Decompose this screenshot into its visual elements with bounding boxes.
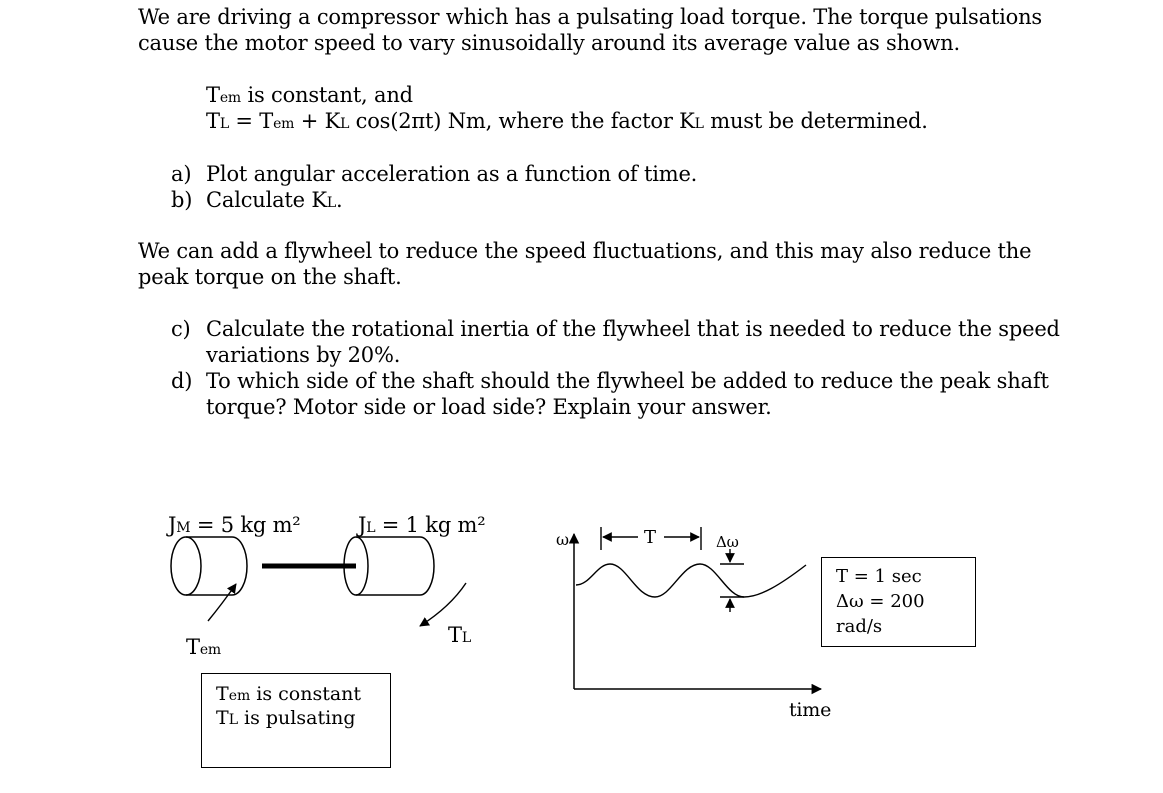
delta-omega-marker [720,549,744,612]
question-c-line-2: variations by 20%. [206,343,401,367]
tl-torque-label: TL [448,623,471,647]
question-a-text: Plot angular acceleration as a function of time. [206,162,698,186]
legend-period: T = 1 sec [836,566,922,587]
delta-omega-label: Δω [716,533,739,551]
question-b-letter: b) [171,188,193,212]
flywheel-para-line-1: We can add a flywheel to reduce the speed fluctuations, and this may also reduce the [138,239,1032,263]
period-label: T [644,527,656,548]
plot-legend-box [821,557,976,647]
motor-inertia-cylinder [171,537,247,595]
question-d-line-2: torque? Motor side or load side? Explain your answer. [206,395,772,419]
legend-delta-omega: Δω = 200 [836,591,925,612]
given-tl-equation: TL = Tem + KL cos(2πt) Nm, where the factor KL must be determined. [206,109,928,133]
legend-units: rad/s [836,616,883,637]
tem-torque-arrow [208,584,236,621]
torque-note-box [201,673,391,768]
question-d-letter: d) [171,369,193,393]
intro-line-1: We are driving a compressor which has a pulsating load torque. The torque pulsations [138,5,1043,29]
question-b-text: Calculate KL. [206,188,343,212]
given-tem-line: Tem is constant, and [206,83,413,107]
tem-torque-label: Tem [186,635,221,659]
load-inertia-cylinder [344,537,434,595]
question-c-line-1: Calculate the rotational inertia of the flywheel that is needed to reduce the speed [206,317,1060,341]
note-line-2: TL is pulsating [216,707,356,729]
load-inertia-label: JL = 1 kg m² [358,513,486,537]
question-d-line-1: To which side of the shaft should the flywheel be added to reduce the peak shaft [206,369,1049,393]
question-c-letter: c) [171,317,191,341]
tl-torque-arrow [420,583,466,626]
time-axis-label: time [789,699,832,721]
speed-curve [576,564,806,597]
motor-inertia-label: JM = 5 kg m² [168,513,301,537]
omega-axis-label: ω [556,530,569,549]
flywheel-para-line-2: peak torque on the shaft. [138,265,402,289]
note-line-1: Tem is constant [216,683,362,705]
question-a-letter: a) [171,162,192,186]
intro-line-2: cause the motor speed to vary sinusoidally around its average value as shown. [138,31,960,55]
